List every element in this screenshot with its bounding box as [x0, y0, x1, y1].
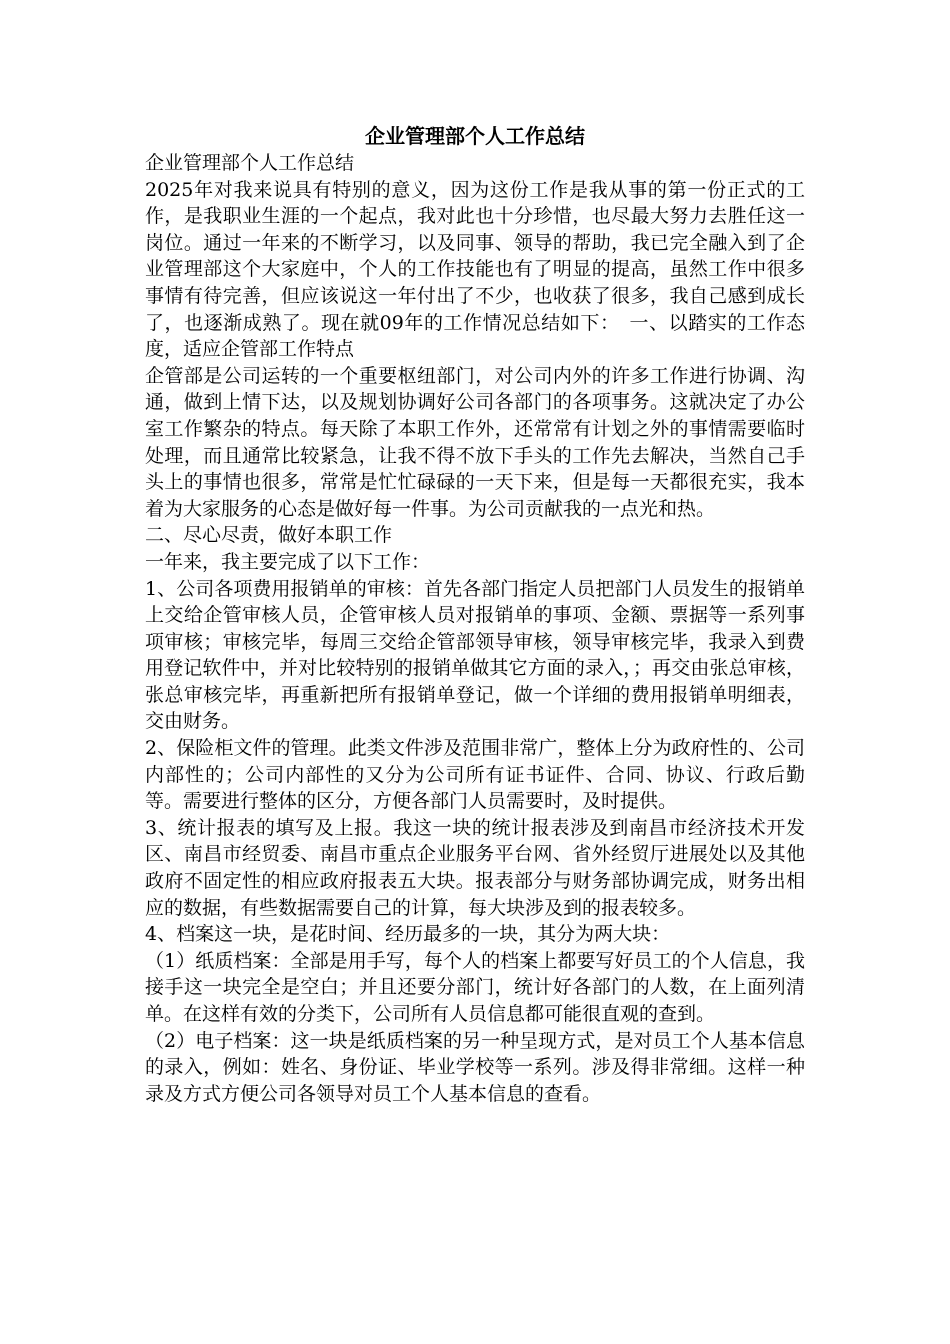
list-subitem-electronic-archives: （2）电子档案：这一块是纸质档案的另一种呈现方式，是对员工个人基本信息的录入，例如：姓名、身份证、毕业学校等一系列。涉及得非常细。这样一种录及方式方便公司各领导对员工个人基本信息的查看。 — [145, 1029, 805, 1105]
list-item-safe-documents: 2、保险柜文件的管理。此类文件涉及范围非常广，整体上分为政府性的、公司内部性的；公司内部性的又分为公司所有证书证件、合同、协议、行政后勤等。需要进行整体的区分，方便各部门人员需要时，及时提供。 — [145, 737, 805, 813]
section-heading-duties: 二、尽心尽责，做好本职工作 — [145, 524, 393, 547]
document-page — [145, 122, 805, 1107]
list-item-statistical-reports: 3、统计报表的填写及上报。我这一块的统计报表涉及到南昌市经济技术开发区、南昌市经贸委、南昌市重点企业服务平台网、省外经贸厅进展处以及其他政府不固定性的相应政府报表五大块。报表部分与财务部协调完成，财务出相应的数据，有些数据需要自己的计算，每大块涉及到的报表较多。 — [145, 816, 805, 919]
paragraph-subtitle: 企业管理部个人工作总结 — [145, 152, 355, 174]
paragraph-department-role: 企管部是公司运转的一个重要枢纽部门，对公司内外的许多工作进行协调、沟通，做到上情下达，以及规划协调好公司各部门的各项事务。这就决定了办公室工作繁杂的特点。每天除了本职工作外，还常常有计划之外的事情需要临时处理，而且通常比较紧急，让我不得不放下手头的工作先去解决，当然自己手头上的事情也很多，常常是忙忙碌碌的一天下来，但是每一天都很充实，我本着为大家服务的心态是做好每一件事。为公司贡献我的一点光和热。 — [145, 364, 805, 520]
list-item-archives: 4、档案这一块，是花时间、经历最多的一块，其分为两大块： — [145, 923, 671, 946]
list-subitem-paper-archives: （1）纸质档案：全部是用手写，每个人的档案上都要写好员工的个人信息，我接手这一块完全是空白；并且还要分部门，统计好各部门的人数，在上面列清单。在这样有效的分类下，公司所有人员信息都可能很直观的查到。 — [145, 949, 805, 1025]
list-item-expense-review: 1、公司各项费用报销单的审核：首先各部门指定人员把部门人员发生的报销单上交给企管审核人员，企管审核人员对报销单的事项、金额、票据等一系列事项审核；审核完毕，每周三交给企管部领导审核，领导审核完毕，我录入到费用登记软件中，并对比较特别的报销单做其它方面的录入，；再交由张总审核，张总审核完毕，再重新把所有报销单登记，做一个详细的费用报销单明细表，交由财务。 — [145, 577, 805, 733]
paragraph-work-summary-lead: 一年来，我主要完成了以下工作： — [145, 550, 431, 573]
paragraph-intro: 2025年对我来说具有特别的意义，因为这份工作是我从事的第一份正式的工作，是我职业生涯的一个起点，我对此也十分珍惜，也尽最大努力去胜任这一岗位。通过一年来的不断学习，以及同事、领导的帮助，我已完全融入到了企业管理部这个大家庭中，个人的工作技能也有了明显的提高，虽然工作中很多事情有待完善，但应该说这一年付出了不少，也收获了很多，我自己感到成长了，也逐渐成熟了。现在就09年的工作情况总结如下： 一、以踏实的工作态度，适应企管部工作特点 — [145, 178, 805, 361]
document-title: 企业管理部个人工作总结 — [365, 124, 585, 148]
